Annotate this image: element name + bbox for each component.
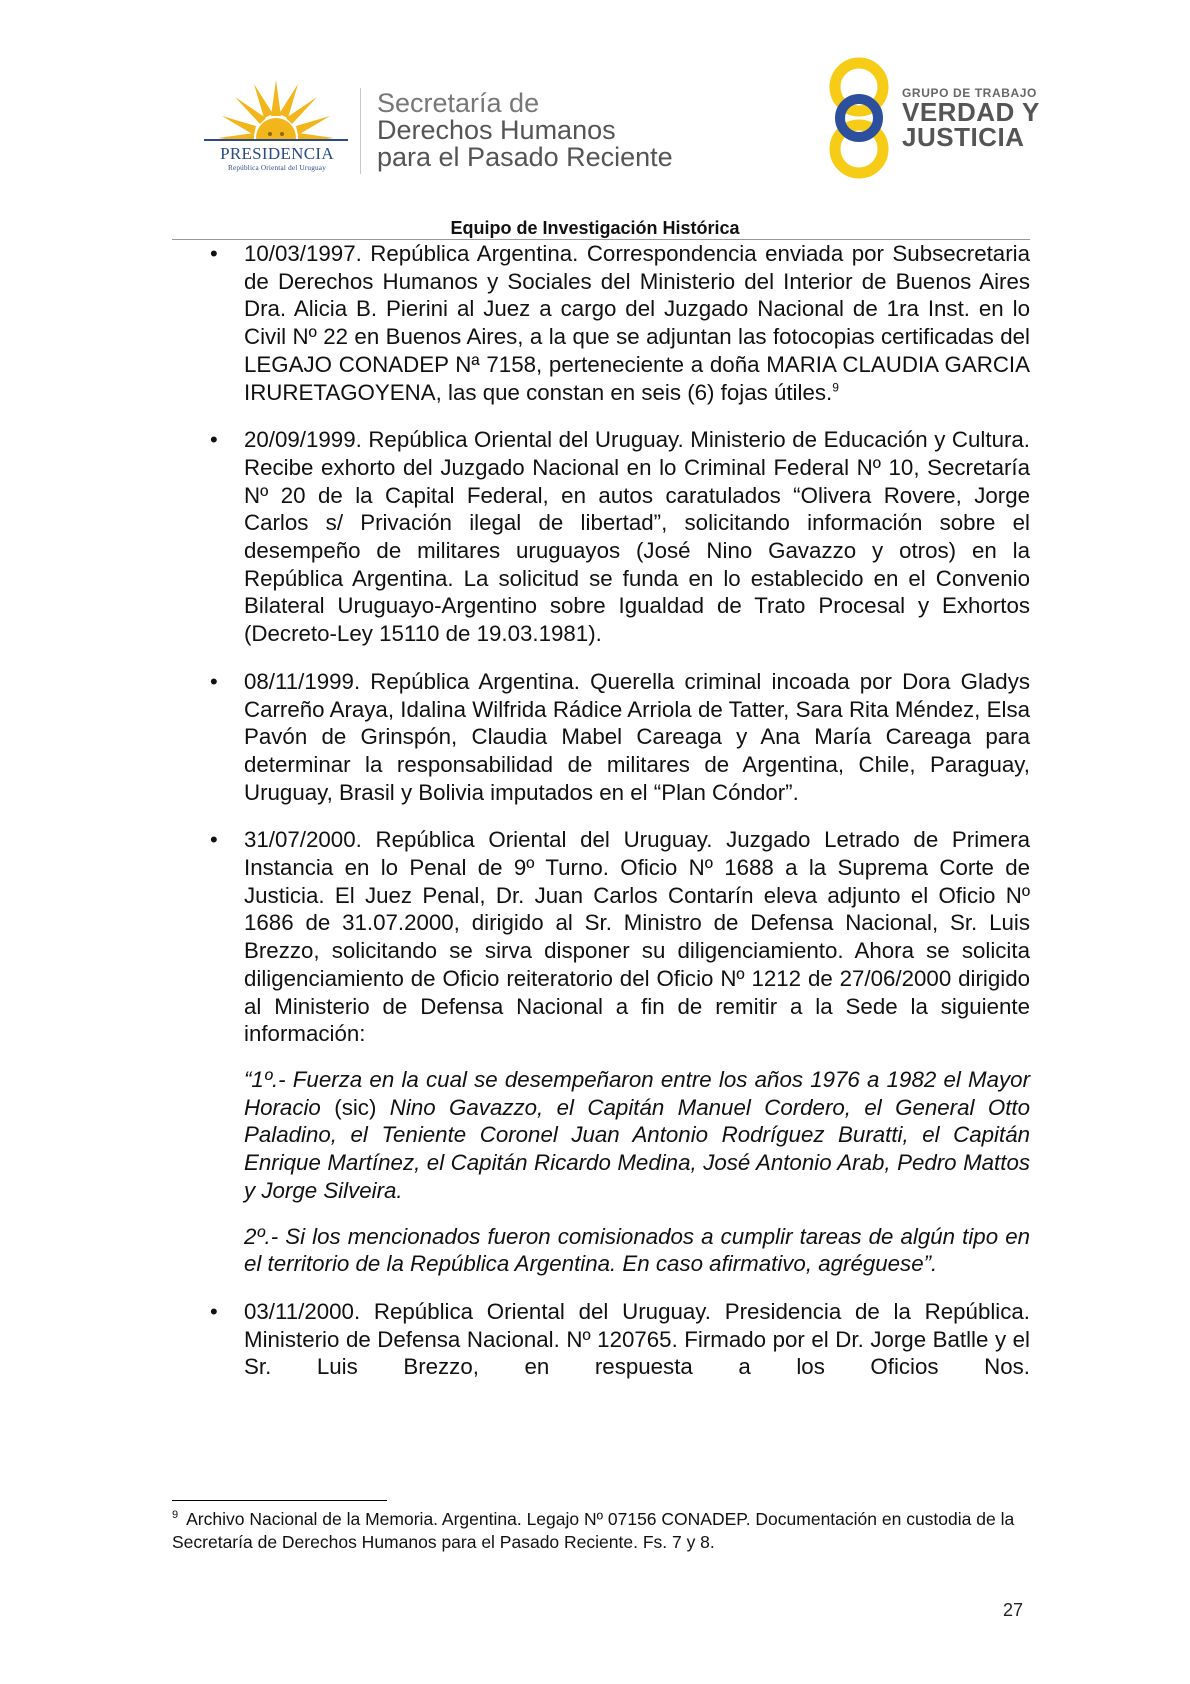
- secretaria-line-3: para el Pasado Reciente: [377, 142, 673, 172]
- team-title: Equipo de Investigación Histórica: [450, 218, 740, 238]
- document-body: [172, 240, 1030, 1381]
- presidencia-title: PRESIDENCIA: [220, 144, 334, 163]
- list-item: [172, 668, 1030, 807]
- bullet: •: [210, 1298, 218, 1324]
- bullet: •: [210, 827, 218, 853]
- entry-text: 20/09/1999. República Oriental del Uruguay. Ministerio de Educación y Cultura. Recibe exhorto del Juzgado Nacional en lo Criminal Federal Nº 10, Secretaría Nº 20 de la Capital Federal, en autos caratulados “Olivera Rovere, Jorge Carlos s/ Privación ilegal de libertad”, solicitando información sobre el desempeño de militares uruguayos (José Nino Gavazzo y otros) en la República Argentina. La solicitud se funda en lo establecido en el Convenio Bilateral Uruguayo-Argentino sobre Igualdad de Trato Procesal y Exhortos (Decreto-Ley 15110 de 19.03.1981).: [244, 427, 1030, 647]
- page-header: [0, 0, 1190, 240]
- page-number: 27: [1003, 1600, 1024, 1620]
- list-item: [172, 240, 1030, 406]
- footnote-rule: [172, 1500, 387, 1501]
- bullet: •: [210, 668, 218, 694]
- bullet: •: [210, 241, 218, 266]
- entry-text: 03/11/2000. República Oriental del Uruguay. Presidencia de la República. Ministerio de Defensa Nacional. Nº 120765. Firmado por el Dr. Jorge Batlle y el Sr. Luis Brezzo, en respuesta a los Oficios Nos.: [244, 1298, 1030, 1380]
- grupo-justicia: JUSTICIA: [902, 122, 1025, 152]
- secretaria-line-2: Derechos Humanos: [377, 115, 616, 145]
- quote-paragraph-1: [244, 1066, 1030, 1205]
- entry-text: 10/03/1997. República Argentina. Correspondencia enviada por Subsecretaria de Derechos Humanos y Sociales del Ministerio del Interior de Buenos Aires Dra. Alicia B. Pierini al Juez a cargo del Juzgado Nacional de 1ra Inst. en lo Civil Nº 22 en Buenos Aires, a la que se adjuntan las fotocopias certificadas del LEGAJO CONADEP Nª 7158, perteneciente a doña MARIA CLAUDIA GARCIA IRURETAGOYENA, las que constan en seis (6) fojas útiles.: [244, 241, 1030, 405]
- entry-text: 08/11/1999. República Argentina. Querella criminal incoada por Dora Gladys Carreño Araya, Idalina Wilfrida Rádice Arriola de Tatter, Sara Rita Méndez, Elsa Pavón de Grinspón, Claudia Mabel Careaga y Ana María Careaga para determinar la responsabilidad de militares de Argentina, Chile, Paraguay, Uruguay, Brasil y Bolivia imputados en el “Plan Cóndor”.: [244, 668, 1030, 805]
- verdad-justicia-rings-logo: [822, 56, 896, 180]
- footnote-mark: 9: [172, 1509, 179, 1522]
- grupo-trabajo-text: [902, 86, 1040, 150]
- secretaria-logo-text: [377, 90, 673, 171]
- logo-divider: [360, 88, 361, 174]
- footnote-text: Archivo Nacional de la Memoria. Argentina. Legajo Nº 07156 CONADEP. Documentación en custodia de la Secretaría de Derechos Humanos para el Pasado Reciente. Fs. 7 y 8.: [172, 1509, 1015, 1552]
- list-item: [172, 1298, 1030, 1381]
- bullet: •: [210, 427, 218, 453]
- list-item: [172, 826, 1030, 1048]
- quote-text: “1º.- Fuerza en la cual se desempeñaron entre los años 1976 a 1982 el Mayor Horacio: [244, 1066, 1030, 1120]
- quote-paragraph-2: 2º.- Si los mencionados fueron comisionados a cumplir tareas de algún tipo en el territorio de la República Argentina. En caso afirmativo, agréguese”.: [244, 1223, 1030, 1277]
- list-item: [172, 426, 1030, 648]
- footnote-ref: 9: [832, 380, 839, 395]
- secretaria-line-1: Secretaría de: [377, 88, 540, 118]
- entry-text: 31/07/2000. República Oriental del Uruguay. Juzgado Letrado de Primera Instancia en lo Penal de 9º Turno. Oficio Nº 1688 a la Suprema Corte de Justicia. El Juez Penal, Dr. Juan Carlos Contarín eleva adjunto el Oficio Nº 1686 de 31.07.2000, dirigido al Sr. Ministro de Defensa Nacional, Sr. Luis Brezzo, solicitando se sirva disponer su diligenciamiento. Ahora se solicita diligenciamiento de Oficio reiteratorio del Oficio Nº 1212 de 27/06/2000 dirigido al Ministerio de Defensa Nacional a fin de remitir a la Sede la siguiente información:: [244, 827, 1030, 1047]
- grupo-small-label: GRUPO DE TRABAJO: [902, 86, 1037, 100]
- quote-text: Nino Gavazzo, el Capitán Manuel Cordero, el General Otto Paladino, el Teniente Coronel Juan Antonio Rodríguez Buratti, el Capitán Enrique Martínez, el Capitán Ricardo Medina, José Antonio Arab, Pedro Mattos y Jorge Silveira.: [244, 1094, 1031, 1203]
- presidencia-subtitle: República Oriental del Uruguay: [227, 164, 326, 172]
- sic-note: (sic): [334, 1094, 377, 1120]
- footnote: [172, 1508, 1030, 1554]
- grupo-verdad: VERDAD Y: [902, 97, 1040, 127]
